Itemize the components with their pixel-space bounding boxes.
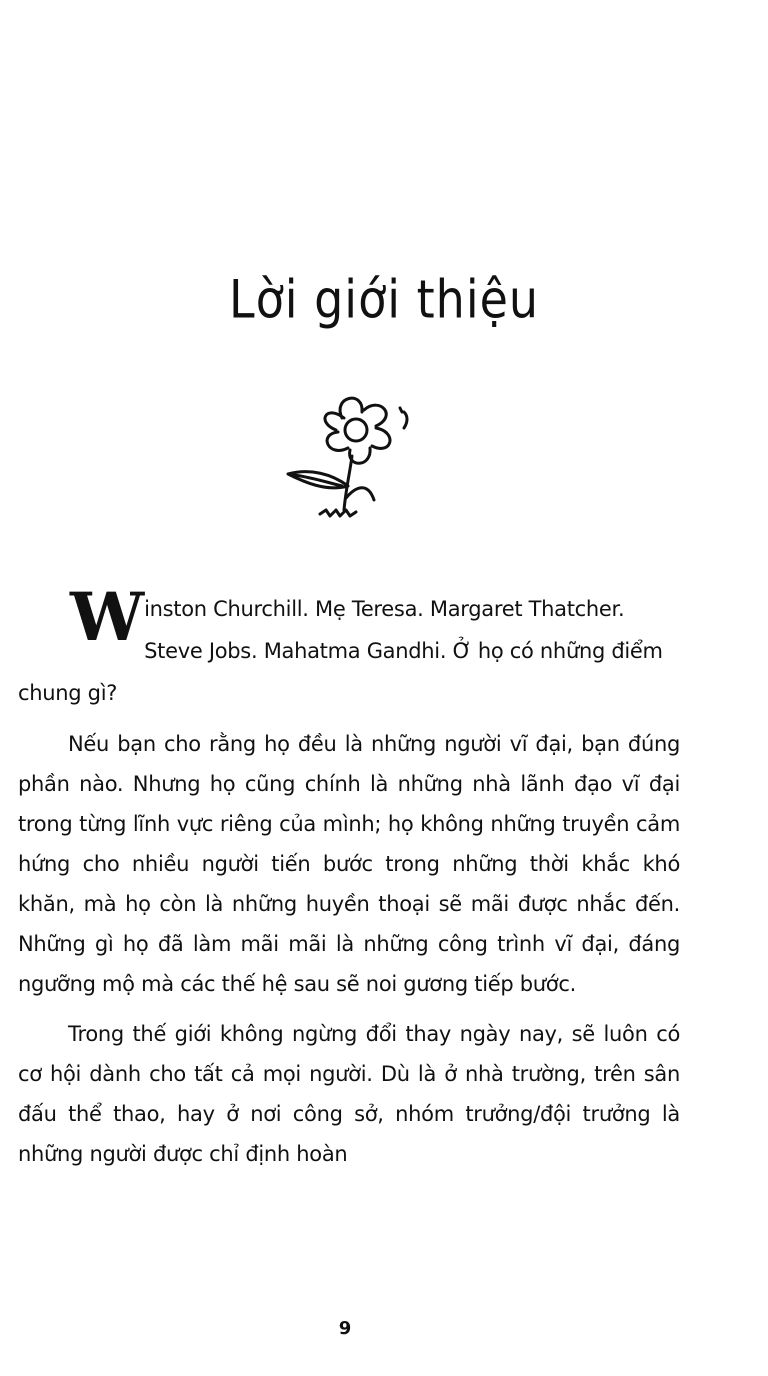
page-number: 9 bbox=[338, 1318, 352, 1339]
lead-text: inston Churchill. Mẹ Teresa. Margaret Thatcher. Steve Jobs. Mahatma Gandhi. Ở họ có những điểm chung gì? bbox=[18, 597, 663, 705]
flower-icon bbox=[280, 382, 430, 532]
chapter-title: Lời giới thiệu bbox=[228, 267, 540, 331]
paragraph-1: Nếu bạn cho rằng họ đều là những người vĩ đại, bạn đúng phần nào. Nhưng họ cũng chính là những nhà lãnh đạo vĩ đại trong từng lĩnh vực riêng của mình; họ không những truyền cảm hứng cho nhiều người tiến bước trong những thời khắc khó khăn, mà họ còn là những huyền thoại sẽ mãi được nhắc đến. Những gì họ đã làm mãi mãi là những công trình vĩ đại, đáng ngưỡng mộ mà các thế hệ sau sẽ noi gương tiếp bước. bbox=[18, 732, 680, 996]
lead-paragraph bbox=[18, 578, 680, 714]
body-text bbox=[18, 578, 680, 1184]
paragraph-2: Trong thế giới không ngừng đổi thay ngày nay, sẽ luôn có cơ hội dành cho tất cả mọi người. Dù là ở nhà trường, trên sân đấu thể thao, hay ở nơi công sở, nhóm trưởng/đội trưởng là những người được chỉ định hoàn bbox=[18, 1022, 680, 1166]
drop-cap: W bbox=[70, 578, 141, 656]
